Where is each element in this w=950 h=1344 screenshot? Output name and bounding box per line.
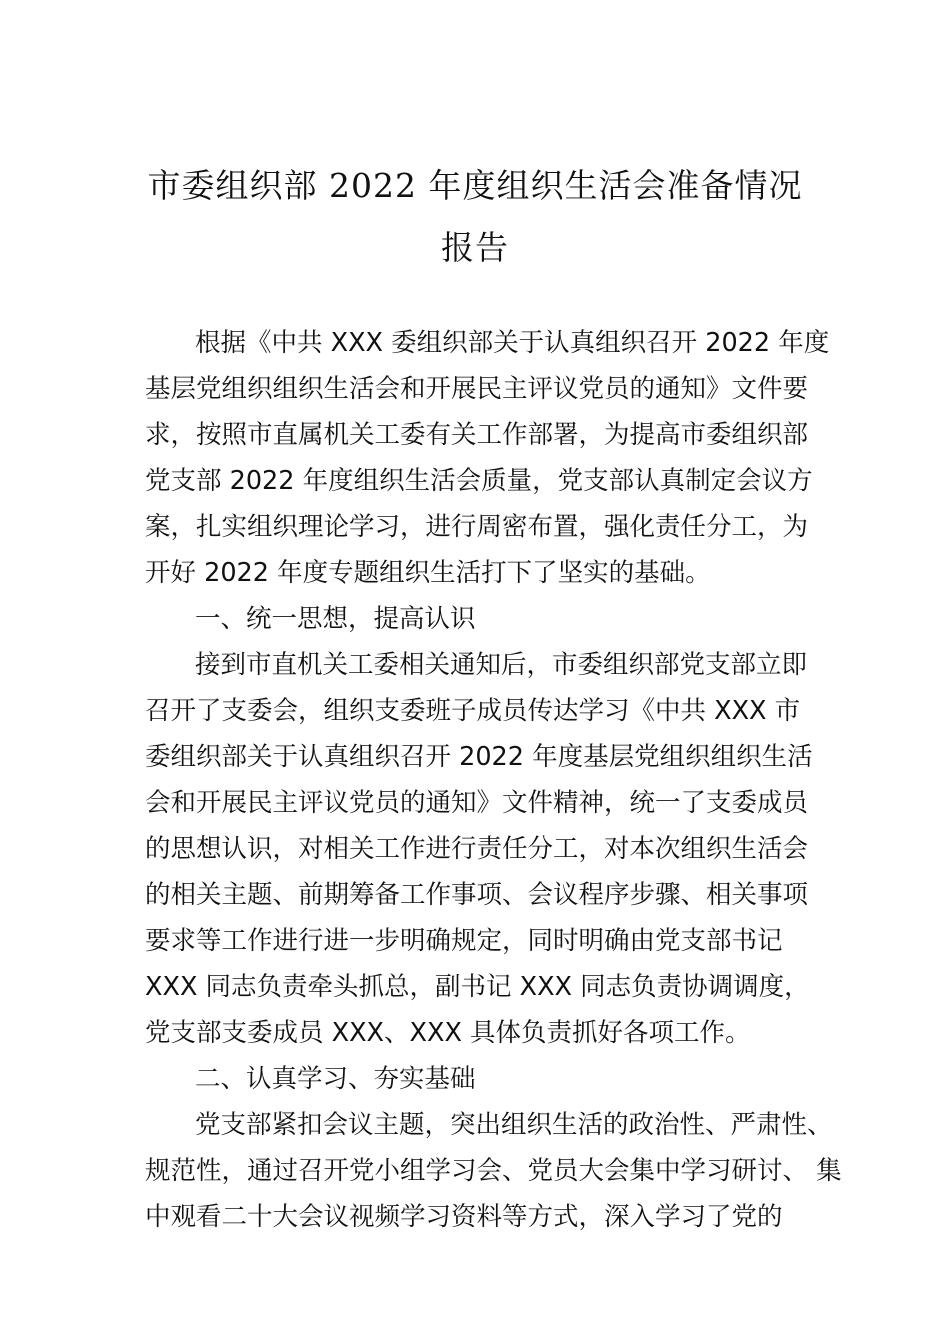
paragraph-line: 的思想认识，对相关工作进行责任分工，对本次组织生活会 bbox=[145, 834, 809, 864]
paragraph-line: 委组织部关于认真组织召开 2022 年度基层党组织组织生活 bbox=[145, 742, 813, 772]
paragraph-line: 规范性，通过召开党小组学习会、党员大会集中学习研讨、 集 bbox=[145, 1156, 842, 1186]
section-heading-2: 二、认真学习、夯实基础 bbox=[195, 1064, 476, 1094]
document-title-line-1: 市委组织部 2022 年度组织生活会准备情况 bbox=[147, 166, 803, 205]
paragraph-line: 案，扎实组织理论学习，进行周密布置，强化责任分工，为 bbox=[145, 512, 809, 542]
paragraph-line: 基层党组织组织生活会和开展民主评议党员的通知》文件要 bbox=[145, 374, 809, 404]
paragraph-line: 接到市直机关工委相关通知后，市委组织部党支部立即 bbox=[195, 650, 808, 680]
paragraph-line: 的相关主题、前期筹备工作事项、会议程序步骤、相关事项 bbox=[145, 880, 809, 910]
paragraph-line: 会和开展民主评议党员的通知》文件精神，统一了支委成员 bbox=[145, 788, 809, 818]
paragraph-line: 党支部 2022 年度组织生活会质量，党支部认真制定会议方 bbox=[145, 466, 813, 496]
paragraph-line: 召开了支委会，组织支委班子成员传达学习《中共 XXX 市 bbox=[145, 696, 801, 726]
document-body bbox=[145, 320, 842, 1240]
paragraph-line: 根据《中共 XXX 委组织部关于认真组织召开 2022 年度 bbox=[195, 328, 830, 358]
document-title-line-2: 报告 bbox=[441, 228, 509, 267]
paragraph-line: 求，按照市直属机关工委有关工作部署，为提高市委组织部 bbox=[145, 420, 809, 450]
paragraph-line: 中观看二十大会议视频学习资料等方式，深入学习了党的 bbox=[145, 1202, 783, 1232]
section-heading-1: 一、统一思想，提高认识 bbox=[195, 604, 476, 634]
paragraph-line: 党支部紧扣会议主题，突出组织生活的政治性、严肃性、 bbox=[195, 1110, 833, 1140]
paragraph-line: XXX 同志负责牵头抓总，副书记 XXX 同志负责协调调度， bbox=[145, 972, 810, 1002]
paragraph-line: 要求等工作进行进一步明确规定，同时明确由党支部书记 bbox=[145, 926, 783, 956]
paragraph-line: 党支部支委成员 XXX、XXX 具体负责抓好各项工作。 bbox=[145, 1018, 751, 1048]
paragraph-line: 开好 2022 年度专题组织生活打下了坚实的基础。 bbox=[145, 558, 711, 588]
